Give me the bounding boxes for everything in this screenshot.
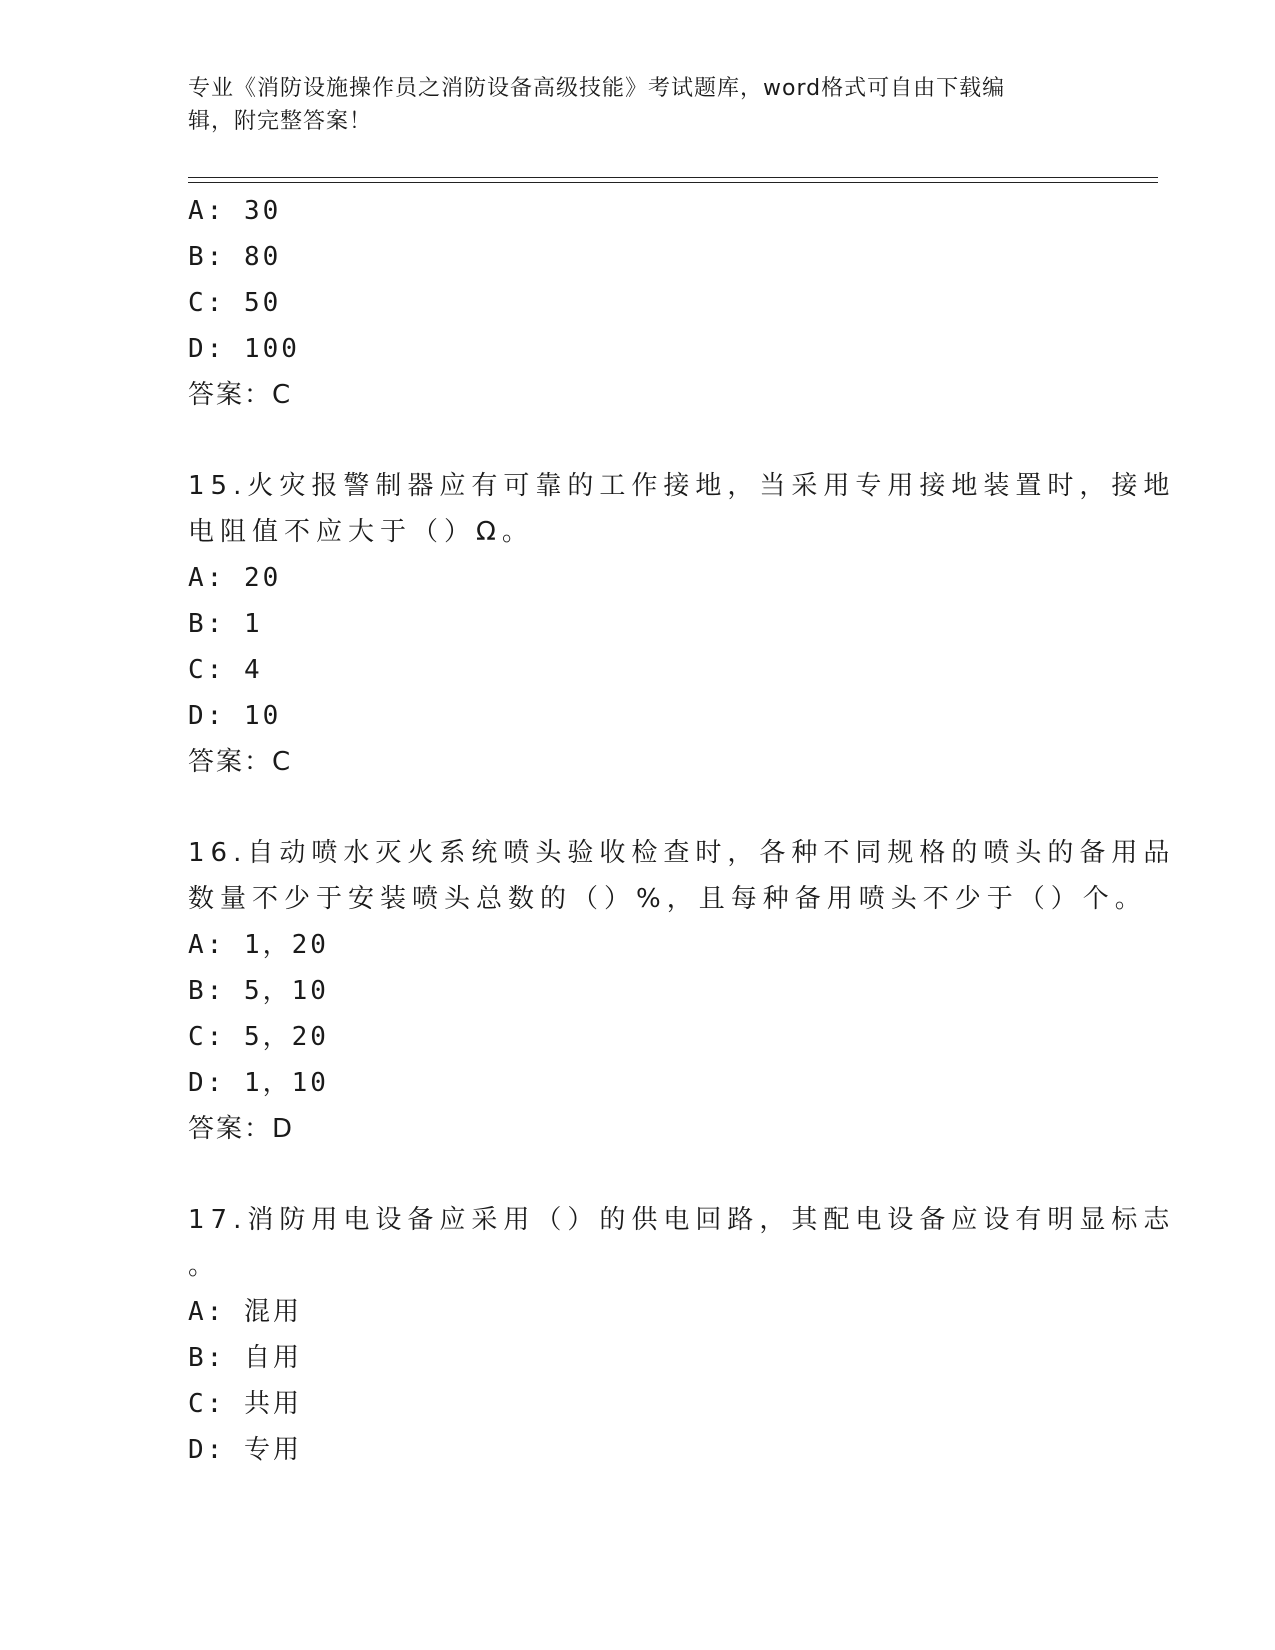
document-header [188,72,1068,138]
question-text-line-2: 电阻值不应大于（）Ω。 [188,517,534,547]
answer-line: 答案：D [188,1114,295,1144]
question-text-line-2: 。 [188,1251,221,1281]
header-line-2: 辑，附完整答案！ [188,109,373,134]
option-a: A: 混用 [188,1297,302,1327]
option-b: B: 80 [188,242,282,272]
question-text-line-1: 17.消防用电设备应采用（）的供电回路，其配电设备应设有明显标志 [188,1205,1176,1235]
option-d: D: 100 [188,334,300,364]
option-d: D: 专用 [188,1435,302,1465]
question-text-line-1: 16.自动喷水灭火系统喷头验收检查时，各种不同规格的喷头的备用品 [188,838,1176,868]
question-text-line-2: 数量不少于安装喷头总数的（）%，且每种备用喷头不少于（）个。 [188,884,1147,914]
option-c: C: 4 [188,655,263,685]
header-line-1: 专业《消防设施操作员之消防设备高级技能》考试题库，word格式可自由下载编 [188,76,1006,101]
option-a: A: 20 [188,563,282,593]
option-d: D: 10 [188,701,282,731]
header-divider-top [188,177,1158,178]
option-b: B: 自用 [188,1343,302,1373]
option-c: C: 共用 [188,1389,302,1419]
header-divider-bottom [188,182,1158,183]
option-b: B: 5，10 [188,976,329,1006]
option-b: B: 1 [188,609,263,639]
answer-line: 答案：C [188,380,293,410]
option-a: A: 30 [188,196,282,226]
option-c: C: 5，20 [188,1022,329,1052]
question-block-17 [188,1197,1176,1473]
question-text-line-1: 15.火灾报警制器应有可靠的工作接地，当采用专用接地装置时，接地 [188,471,1176,501]
question-block-15 [188,463,1176,785]
option-c: C: 50 [188,288,282,318]
question-list [188,188,1176,1473]
question-block-16 [188,830,1176,1152]
answer-line: 答案：C [188,747,293,777]
option-d: D: 1，10 [188,1068,329,1098]
question-block-previous [188,188,1088,418]
option-a: A: 1，20 [188,930,329,960]
